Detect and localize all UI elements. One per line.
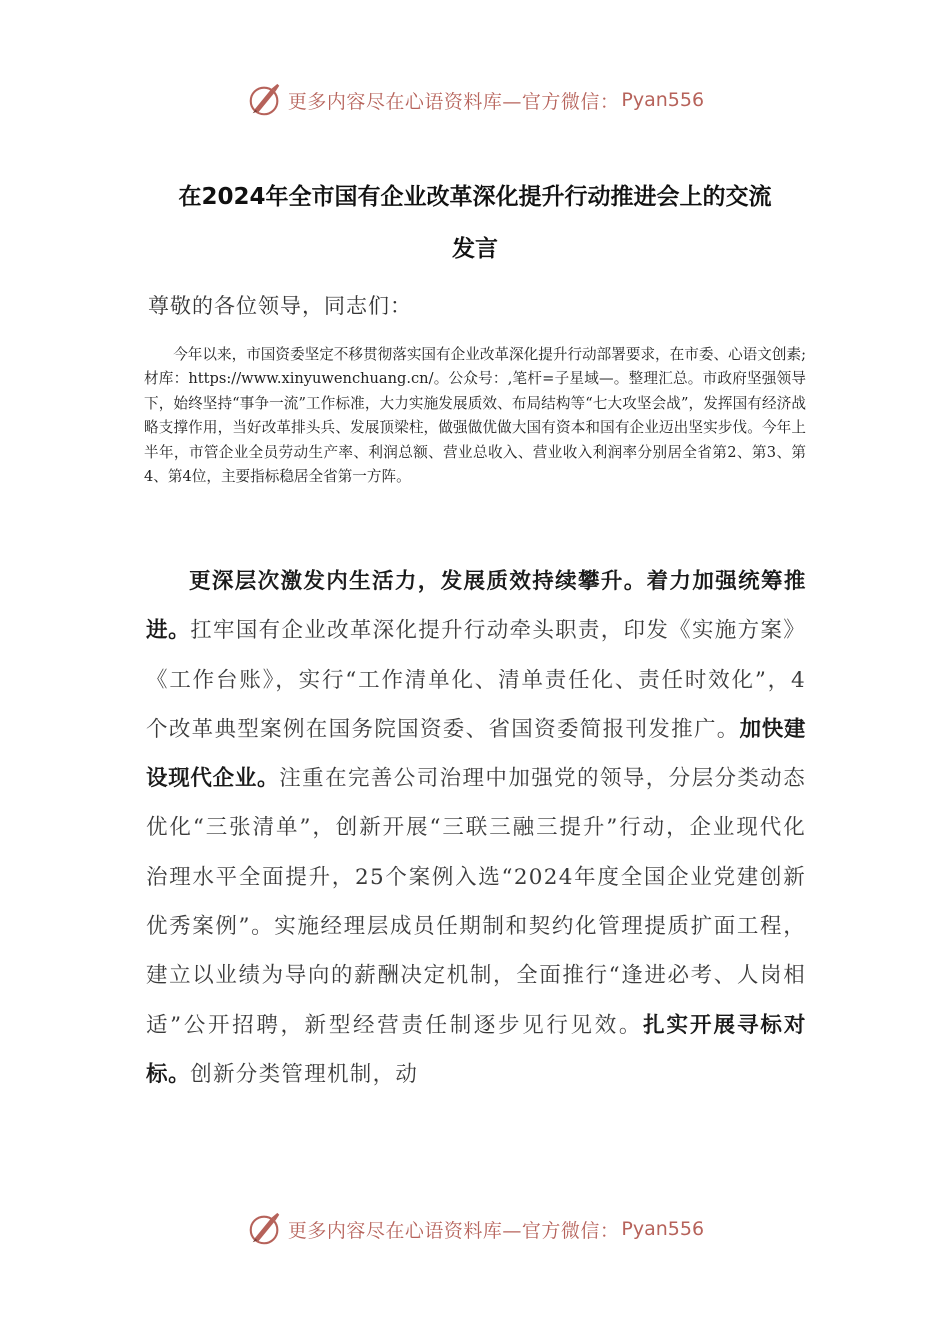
pen-logo-icon xyxy=(246,1210,284,1248)
footer-banner-wechat-id: Pyan556 xyxy=(621,1218,705,1240)
item1-title: 着力加强统筹推进。 xyxy=(146,569,806,644)
footer-banner xyxy=(0,1209,950,1249)
item2-body: 注重在完善公司治理中加强党的领导，分层分类动态优化“三张清单”，创新开展“三联三融三提升”行动，企业现代化治理水平全面提升，25个案例入选“2024年度全国企业党建创新优秀案例”。实施经理层成员任期制和契约化管理提质扩面工程，建立以业绩为导向的薪酬决定机制，全面推行“逢进必考、人岗相适”公开招聘，新型经营责任制逐步见行见效。 xyxy=(146,766,806,1038)
intro-paragraph: 今年以来，市国资委坚定不移贯彻落实国有企业改革深化提升行动部署要求，在市委、心语文创素;材库：https://www.xinyuwenchuang.cn/。公众号：,笔杆=子星域—。整理汇总。市政府坚强领导下，始终坚持“事争一流”工作标准，大力实施发展质效、布局结构等“七大攻坚会战”，发挥国有经济战略支撑作用，当好改革排头兵、发展顶梁柱，做强做优做大国有资本和国有企业迈出坚实步伐。今年上半年，市管企业全员劳动生产率、利润总额、营业总收入、营业收入利润率分别居全省第2、第3、第4、第4位，主要指标稳居全省第一方阵。 xyxy=(144,346,806,486)
document-title-line2: 发言 xyxy=(452,236,498,262)
item1-body: 扛牢国有企业改革深化提升行动牵头职责，印发《实施方案》《工作台账》，实行“工作清单化、清单责任化、责任时效化”，4个改革典型案例在国务院国资委、省国资委简报刊发推广。 xyxy=(146,618,806,742)
header-banner-text: 更多内容尽在心语资料库—官方微信： xyxy=(287,90,620,113)
body-paragraph xyxy=(146,557,806,1099)
footer-banner-text: 更多内容尽在心语资料库—官方微信： xyxy=(287,1219,620,1242)
item3-title: 扎实开展寻标对标。 xyxy=(146,1012,807,1087)
greeting: 尊敬的各位领导，同志们： xyxy=(148,294,412,318)
section-heading: 更深层次激发内生活力，发展质效持续攀升。 xyxy=(189,569,647,594)
document-title-line1: 在2024年全市国有企业改革深化提升行动推进会上的交流 xyxy=(178,184,772,210)
header-banner xyxy=(0,80,950,120)
pen-logo-icon xyxy=(246,81,284,119)
item3-body: 创新分类管理机制，动 xyxy=(190,1061,419,1087)
header-banner-wechat-id: Pyan556 xyxy=(621,89,705,111)
item2-title: 加快建设现代企业。 xyxy=(146,716,806,792)
